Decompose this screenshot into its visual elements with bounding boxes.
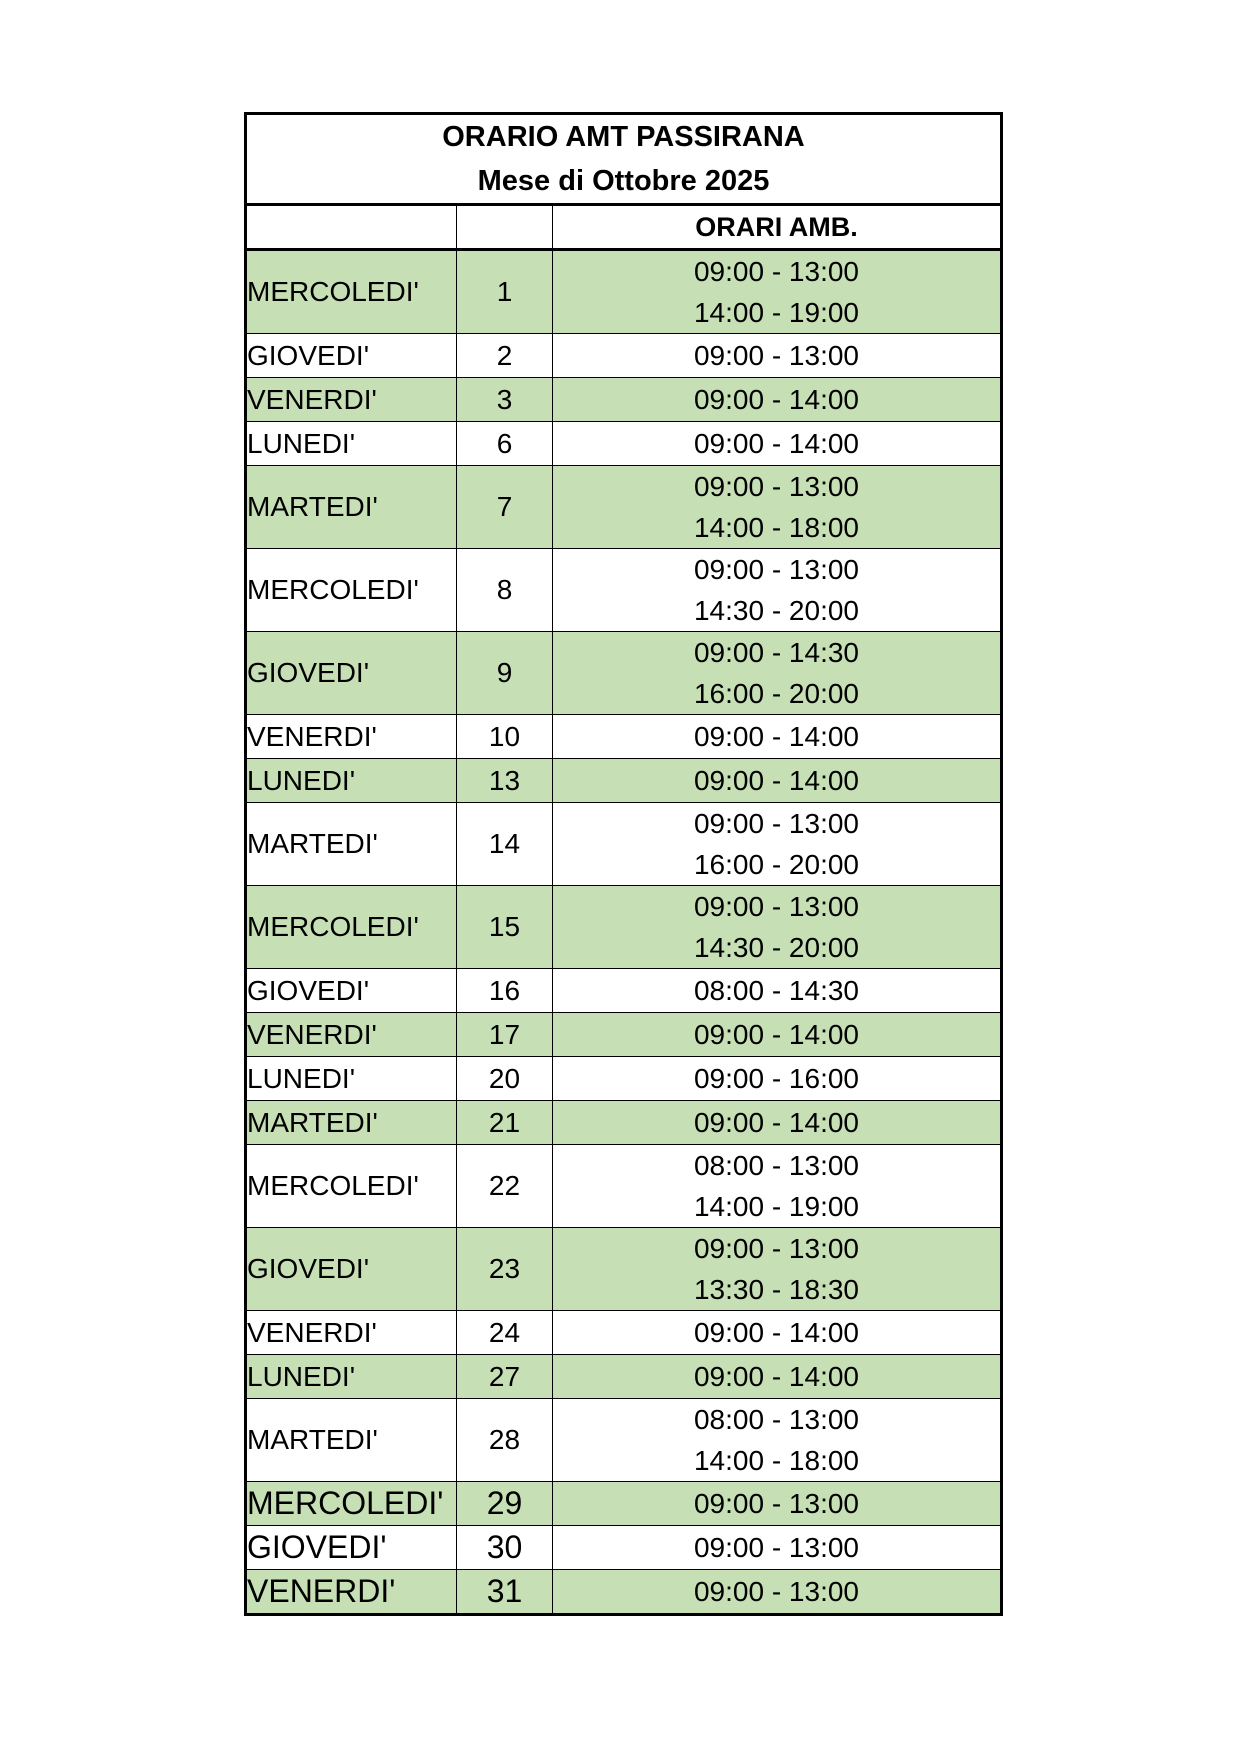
day-cell: VENERDI' (246, 1013, 457, 1057)
date-cell: 27 (457, 1355, 553, 1399)
day-cell: LUNEDI' (246, 422, 457, 466)
schedule-table (244, 112, 1003, 1616)
time-slot: 09:00 - 13:00 (693, 808, 860, 839)
day-cell: LUNEDI' (246, 1057, 457, 1101)
page-title: ORARIO AMT PASSIRANA (442, 121, 805, 153)
time-slot: 09:00 - 16:00 (693, 1063, 860, 1094)
time-slot: 14:30 - 20:00 (693, 595, 860, 626)
schedule-body (246, 114, 1002, 1615)
time-slot: 09:00 - 14:00 (693, 1361, 860, 1392)
hours-cell (553, 1013, 1002, 1057)
day-cell: LUNEDI' (246, 759, 457, 803)
time-slot: 08:00 - 14:30 (693, 975, 860, 1006)
hours-cell (553, 759, 1002, 803)
title-cell (246, 114, 1002, 205)
table-row (246, 1399, 1002, 1482)
time-slot: 08:00 - 13:00 (693, 1150, 860, 1181)
table-row (246, 803, 1002, 886)
table-row (246, 969, 1002, 1013)
table-row (246, 334, 1002, 378)
date-cell: 10 (457, 715, 553, 759)
date-cell: 7 (457, 466, 553, 549)
table-row (246, 466, 1002, 549)
hours-cell (553, 1311, 1002, 1355)
table-row (246, 1057, 1002, 1101)
table-row (246, 1013, 1002, 1057)
hours-cell (553, 1355, 1002, 1399)
table-row (246, 422, 1002, 466)
hours-cell (553, 632, 1002, 715)
table-row (246, 715, 1002, 759)
day-cell: MERCOLEDI' (246, 886, 457, 969)
date-cell: 9 (457, 632, 553, 715)
hours-cell (553, 1145, 1002, 1228)
table-row (246, 759, 1002, 803)
time-slot: 16:00 - 20:00 (693, 849, 860, 880)
hours-cell (553, 803, 1002, 886)
table-row (246, 1355, 1002, 1399)
time-slot: 09:00 - 13:00 (693, 340, 860, 371)
time-slot: 09:00 - 13:00 (693, 1532, 860, 1563)
time-slot: 09:00 - 13:00 (693, 256, 860, 287)
day-cell: MERCOLEDI' (246, 1145, 457, 1228)
time-slot: 09:00 - 13:00 (693, 1576, 860, 1607)
day-cell: MERCOLEDI' (246, 1482, 457, 1526)
time-slot: 14:30 - 20:00 (693, 932, 860, 963)
day-cell: GIOVEDI' (246, 1228, 457, 1311)
title-row (246, 114, 1002, 205)
day-cell: VENERDI' (246, 1311, 457, 1355)
date-cell: 16 (457, 969, 553, 1013)
table-row (246, 632, 1002, 715)
day-cell: MERCOLEDI' (246, 549, 457, 632)
hours-cell (553, 1526, 1002, 1570)
date-cell: 22 (457, 1145, 553, 1228)
time-slot: 14:00 - 19:00 (693, 297, 860, 328)
time-slot: 09:00 - 13:00 (693, 1233, 860, 1264)
day-cell: MARTEDI' (246, 466, 457, 549)
date-cell: 2 (457, 334, 553, 378)
day-cell: GIOVEDI' (246, 1526, 457, 1570)
time-slot: 09:00 - 14:30 (693, 637, 860, 668)
table-row (246, 1482, 1002, 1526)
hours-cell (553, 1482, 1002, 1526)
day-cell: VENERDI' (246, 378, 457, 422)
date-cell: 15 (457, 886, 553, 969)
hours-cell (553, 549, 1002, 632)
table-row (246, 1145, 1002, 1228)
time-slot: 14:00 - 18:00 (693, 512, 860, 543)
hours-cell (553, 715, 1002, 759)
table-row (246, 1570, 1002, 1615)
date-cell: 20 (457, 1057, 553, 1101)
day-cell: GIOVEDI' (246, 969, 457, 1013)
time-slot: 09:00 - 14:00 (693, 1019, 860, 1050)
table-row (246, 1526, 1002, 1570)
table-row (246, 1311, 1002, 1355)
hours-cell (553, 334, 1002, 378)
hours-cell (553, 886, 1002, 969)
date-cell: 24 (457, 1311, 553, 1355)
date-cell: 29 (457, 1482, 553, 1526)
day-cell: MARTEDI' (246, 803, 457, 886)
date-cell: 1 (457, 250, 553, 334)
hours-cell (553, 250, 1002, 334)
header-date (457, 205, 553, 250)
hours-cell (553, 378, 1002, 422)
table-row (246, 250, 1002, 334)
header-hours: ORARI AMB. (553, 205, 1002, 250)
day-cell: LUNEDI' (246, 1355, 457, 1399)
day-cell: MARTEDI' (246, 1399, 457, 1482)
table-row (246, 886, 1002, 969)
time-slot: 09:00 - 13:00 (693, 1488, 860, 1519)
day-cell: GIOVEDI' (246, 632, 457, 715)
hours-cell (553, 422, 1002, 466)
time-slot: 09:00 - 14:00 (693, 384, 860, 415)
date-cell: 17 (457, 1013, 553, 1057)
hours-cell (553, 1570, 1002, 1615)
hours-cell (553, 969, 1002, 1013)
hours-cell (553, 1101, 1002, 1145)
time-slot: 14:00 - 19:00 (693, 1191, 860, 1222)
table-row (246, 549, 1002, 632)
time-slot: 09:00 - 14:00 (693, 1317, 860, 1348)
hours-cell (553, 1228, 1002, 1311)
day-cell: VENERDI' (246, 1570, 457, 1615)
date-cell: 6 (457, 422, 553, 466)
day-cell: GIOVEDI' (246, 334, 457, 378)
time-slot: 13:30 - 18:30 (693, 1274, 860, 1305)
date-cell: 28 (457, 1399, 553, 1482)
date-cell: 21 (457, 1101, 553, 1145)
header-day (246, 205, 457, 250)
page-subtitle: Mese di Ottobre 2025 (477, 165, 770, 197)
date-cell: 31 (457, 1570, 553, 1615)
hours-cell (553, 1399, 1002, 1482)
date-cell: 14 (457, 803, 553, 886)
date-cell: 3 (457, 378, 553, 422)
day-cell: VENERDI' (246, 715, 457, 759)
date-cell: 8 (457, 549, 553, 632)
time-slot: 09:00 - 13:00 (693, 554, 860, 585)
time-slot: 09:00 - 13:00 (693, 471, 860, 502)
date-cell: 23 (457, 1228, 553, 1311)
table-row (246, 378, 1002, 422)
time-slot: 16:00 - 20:00 (693, 678, 860, 709)
time-slot: 09:00 - 14:00 (693, 765, 860, 796)
header-row (246, 205, 1002, 250)
day-cell: MERCOLEDI' (246, 250, 457, 334)
table-row (246, 1101, 1002, 1145)
time-slot: 09:00 - 13:00 (693, 891, 860, 922)
hours-cell (553, 466, 1002, 549)
time-slot: 09:00 - 14:00 (693, 428, 860, 459)
time-slot: 14:00 - 18:00 (693, 1445, 860, 1476)
date-cell: 13 (457, 759, 553, 803)
time-slot: 08:00 - 13:00 (693, 1404, 860, 1435)
date-cell: 30 (457, 1526, 553, 1570)
hours-cell (553, 1057, 1002, 1101)
day-cell: MARTEDI' (246, 1101, 457, 1145)
table-row (246, 1228, 1002, 1311)
time-slot: 09:00 - 14:00 (693, 1107, 860, 1138)
time-slot: 09:00 - 14:00 (693, 721, 860, 752)
